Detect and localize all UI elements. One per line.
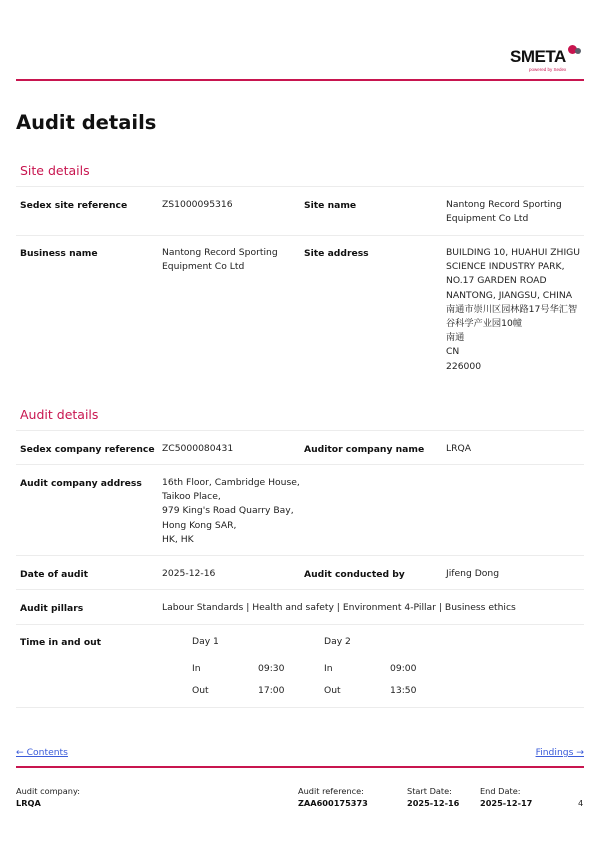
footer-audit-company-value: LRQA (16, 798, 41, 808)
row-divider (16, 186, 584, 187)
footer-end-date-label: End Date: (480, 786, 521, 796)
header-divider (16, 79, 584, 81)
site-name-value: Nantong Record Sporting Equipment Co Ltd (446, 199, 562, 225)
day1-in-label: In (192, 663, 201, 674)
row-divider (16, 430, 584, 431)
page-number: 4 (578, 798, 584, 808)
auditor-company-name-value: LRQA (446, 443, 472, 454)
day1-out-label: Out (192, 685, 209, 696)
footer-audit-reference-value: ZAA600175373 (298, 798, 368, 808)
row-divider (16, 555, 584, 556)
footer-end-date-value: 2025-12-17 (480, 798, 533, 808)
auditor-company-name-label: Auditor company name (304, 444, 425, 455)
audit-pillars-value: Labour Standards | Health and safety | Environment 4-Pillar | Business ethics (162, 602, 516, 613)
day2-in-label: In (324, 663, 333, 674)
date-of-audit-value: 2025-12-16 (162, 568, 216, 579)
footer-audit-reference-label: Audit reference: (298, 786, 364, 796)
sedex-company-reference-value: ZC5000080431 (162, 443, 234, 454)
footer-start-date-value: 2025-12-16 (407, 798, 460, 808)
business-name-label: Business name (20, 248, 98, 259)
row-divider (16, 235, 584, 236)
site-details-title: Site details (20, 163, 90, 178)
footer-audit-company-label: Audit company: (16, 786, 80, 796)
audit-pillars-label: Audit pillars (20, 603, 84, 614)
day1-in-time: 09:30 (258, 663, 285, 674)
day2-label: Day 2 (324, 636, 351, 647)
footer-start-date-label: Start Date: (407, 786, 452, 796)
day2-out-time: 13:50 (390, 685, 417, 696)
sedex-company-reference-label: Sedex company reference (20, 444, 155, 455)
logo-brand: SMETA (510, 47, 566, 66)
sedex-site-reference-value: ZS1000095316 (162, 199, 233, 210)
sedex-site-reference-label: Sedex site reference (20, 200, 128, 211)
audit-conducted-by-label: Audit conducted by (304, 569, 405, 580)
site-name-label: Site name (304, 200, 357, 211)
footer-divider (16, 766, 584, 768)
row-divider (16, 707, 584, 708)
row-divider (16, 589, 584, 590)
site-address-label: Site address (304, 248, 369, 259)
audit-details-title: Audit details (20, 407, 99, 422)
smeta-logo (510, 44, 582, 76)
contents-link[interactable]: ← Contents (16, 747, 68, 758)
row-divider (16, 624, 584, 625)
time-in-out-label: Time in and out (20, 637, 102, 648)
business-name-value: Nantong Record Sporting Equipment Co Ltd (162, 247, 278, 273)
day1-label: Day 1 (192, 636, 219, 647)
findings-link[interactable]: Findings → (535, 747, 584, 758)
audit-conducted-by-value: Jifeng Dong (446, 568, 500, 579)
day1-out-time: 17:00 (258, 685, 285, 696)
day2-out-label: Out (324, 685, 341, 696)
logo-dot-grey (575, 48, 581, 54)
row-divider (16, 464, 584, 465)
page-title: Audit details (16, 111, 157, 134)
logo-subtitle: powered by Sedex (529, 67, 567, 72)
site-address-value: BUILDING 10, HUAHUI ZHIGU SCIENCE INDUSTRY PARK, NO.17 GARDEN ROAD NANTONG, JIANGSU, CHINA 南通市崇川区园林路17号华汇智 谷科学产业园10幢 南通 CN 226000 (446, 247, 581, 372)
audit-company-address-value: 16th Floor, Cambridge House, Taikoo Place, 979 King's Road Quarry Bay, Hong Kong SAR, HK, HK (162, 477, 300, 545)
audit-company-address-label: Audit company address (20, 478, 142, 489)
date-of-audit-label: Date of audit (20, 569, 89, 580)
day2-in-time: 09:00 (390, 663, 417, 674)
